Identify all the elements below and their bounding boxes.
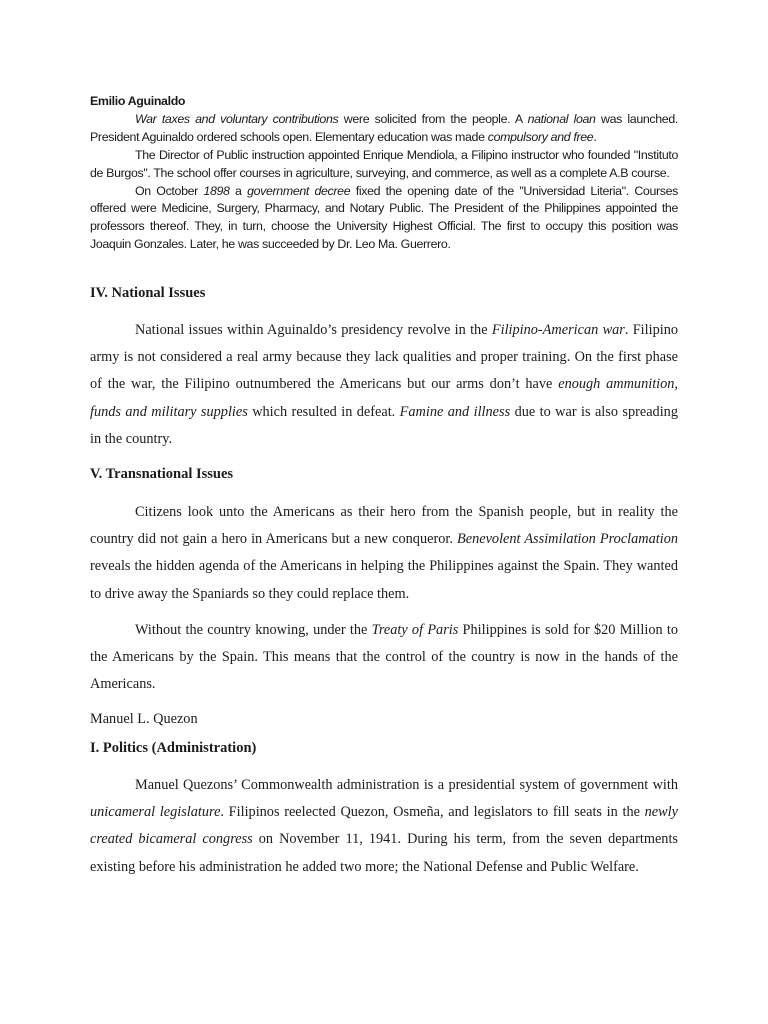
paragraph-treaty-of-paris: [90, 617, 678, 699]
text-run: . Filipino army is not considered a real army because they lack qualities and proper training. On the first phase of the war, the Filipino outnumbered the Americans but our arms don’t have: [90, 322, 678, 393]
politics-heading-block: [90, 740, 678, 757]
paragraph-war-taxes: [90, 111, 678, 147]
text-run: on November 11, 1941. During his term, from the seven departments existing before his administration he added two more; the National Defense and Public Welfare.: [90, 831, 678, 875]
text-run: fixed the opening date of the "Universidad Literia". Courses offered were Medicine, Surgery, Pharmacy, and Notary Public. The President of the Philippines appointed the professors thereof. They, in turn, choose the University Highest Official. The first to occupy this position was Joaquin Gonzales. Later, he was succeeded by Dr. Leo Ma. Guerrero.: [90, 183, 679, 252]
text-run: Manuel Quezons’ Commonwealth administration is a presidential system of government with: [135, 777, 678, 793]
emphasis: Benevolent Assimilation Proclamation: [457, 531, 678, 548]
paragraph-commonwealth: [90, 772, 678, 881]
aguinaldo-education-section: [90, 93, 678, 254]
section-name-quezon: Manuel L. Quezon: [90, 711, 198, 727]
text-run: which resulted in defeat.: [247, 403, 400, 420]
text-run: National issues within Aguinaldo’s presidency revolve in the: [135, 322, 492, 338]
transnational-paragraph-1-block: [90, 499, 678, 608]
emphasis: 1898: [203, 183, 230, 198]
emphasis: unicameral legislature: [90, 804, 221, 821]
emphasis: government decree: [247, 183, 351, 198]
national-issues-heading-block: [90, 285, 678, 302]
quezon-politics-section: [90, 772, 678, 881]
paragraph-director: The Director of Public instruction appointed Enrique Mendiola, a Filipino instructor who founded "Instituto de Burgos". The school offer courses in agriculture, surveying, and commerce, as well as a complete A.B course.: [90, 147, 678, 180]
text-run: Without the country knowing, under the: [135, 622, 372, 638]
emphasis: War taxes and voluntary contributions: [135, 111, 339, 126]
heading-national-issues: IV. National Issues: [90, 285, 206, 301]
national-issues-section: [90, 317, 678, 453]
text-run: Philippines is sold for $20 Million to the Americans by the Spain. This means that the control of the country is now in the hands of the Americans.: [90, 622, 678, 693]
emphasis: Treaty of Paris: [371, 622, 459, 638]
text-run: reveals the hidden agenda of the Americans in helping the Philippines against the Spain. They wanted to drive away the Spaniards so they could replace them.: [90, 558, 678, 602]
emphasis: compulsory and free: [487, 129, 594, 144]
paragraph-university: [90, 183, 678, 255]
emphasis: Famine and illness: [399, 403, 511, 420]
text-run: . Filipinos reelected Quezon, Osmeña, and legislators to fill seats in the: [220, 804, 645, 821]
section-name-aguinaldo: Emilio Aguinaldo: [90, 94, 186, 108]
paragraph-benevolent-assimilation: [90, 499, 678, 608]
transnational-heading-block: [90, 466, 678, 483]
text-run: was launched. President Aguinaldo ordered schools open. Elementary education was made: [90, 111, 678, 144]
text-run: were solicited from the people. A: [338, 111, 528, 126]
text-run: .: [593, 129, 597, 144]
emphasis: national loan: [527, 111, 596, 126]
quezon-name-block: [90, 711, 678, 728]
text-run: Citizens look unto the Americans as their hero from the Spanish people, but in reality the country did not gain a hero in Americans but a new conqueror.: [90, 504, 678, 548]
text-run: On October: [135, 183, 204, 198]
paragraph-national-issues: [90, 317, 678, 453]
emphasis: enough ammunition, funds and military supplies: [90, 376, 679, 420]
text-run: due to war is also spreading in the country.: [90, 403, 678, 447]
emphasis: newly created bicameral congress: [90, 804, 678, 848]
heading-politics-administration: I. Politics (Administration): [90, 740, 257, 756]
transnational-paragraph-2-block: [90, 617, 678, 699]
emphasis: Filipino-American war: [491, 322, 625, 338]
text-run: a: [229, 183, 248, 198]
heading-transnational-issues: V. Transnational Issues: [90, 466, 234, 482]
